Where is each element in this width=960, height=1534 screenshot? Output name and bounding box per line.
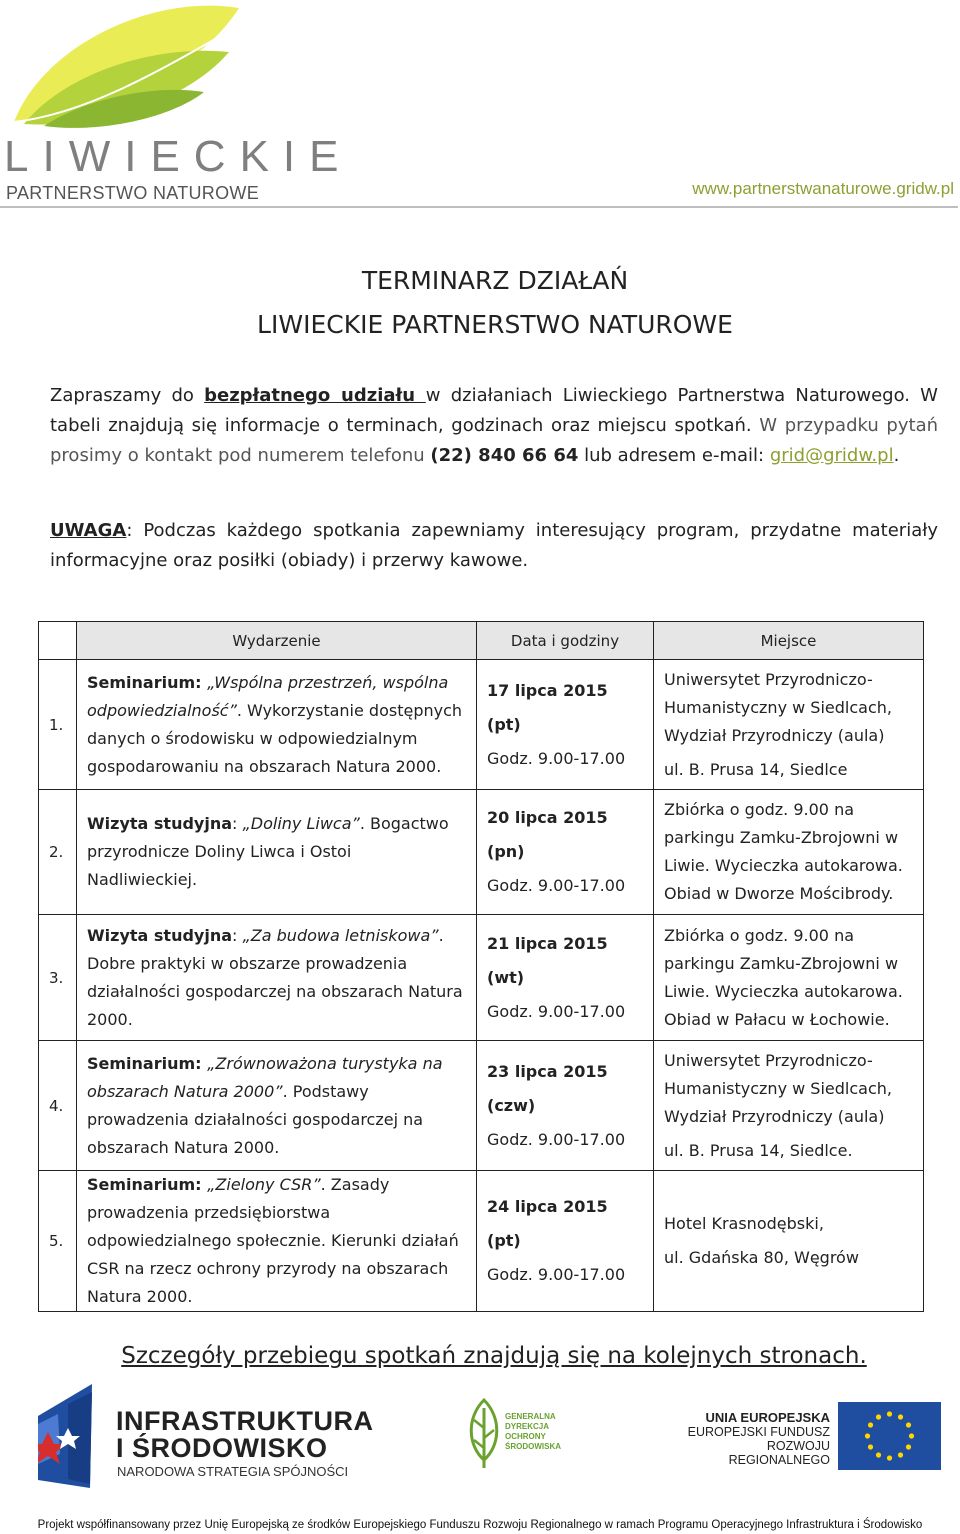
eu-text-block <box>662 1410 830 1467</box>
page-title-line1: TERMINARZ DZIAŁAŃ <box>361 266 629 295</box>
event-cell <box>77 660 477 790</box>
event-type: Seminarium: <box>87 1053 208 1073</box>
event-place: Zbiórka o godz. 9.00 na parkingu Zamku-Zbrojowni w Liwie. Wycieczka autokarowa. Obiad w Pałacu w Łochowie. <box>664 925 903 1029</box>
event-hours: Godz. 9.00-17.00 <box>487 876 626 895</box>
date-cell <box>477 790 654 915</box>
table-row <box>39 1041 924 1171</box>
intro-text-5: . <box>893 445 900 466</box>
row-number: 2. <box>39 790 77 915</box>
website-link[interactable]: www.partnerstwanaturowe.gridw.pl <box>692 179 954 198</box>
infrastruktura-title-2: I ŚRODOWISKO <box>116 1433 328 1463</box>
note-text: : Podczas każdego spotkania zapewniamy interesujący program, przydatne materiały informacyjne oraz posiłki (obiady) i przerwy kawowe. <box>50 520 938 571</box>
event-cell: Wizyta studyjna: „Za budowa letniskowa”. Dobre praktyki w obszarze prowadzenia działalności gospodarczej na obszarach Natura 2000. <box>77 915 477 1041</box>
place-cell <box>654 660 924 790</box>
event-cell <box>77 1041 477 1171</box>
date-cell <box>477 660 654 790</box>
event-address: ul. B. Prusa 14, Siedlce. <box>664 1140 853 1160</box>
event-hours: Godz. 9.00-17.00 <box>487 1129 626 1149</box>
date-cell <box>477 1041 654 1171</box>
infrastruktura-logo-icon <box>38 1384 113 1488</box>
details-note: Szczegóły przebiegu spotkań znajdują się na kolejnych stronach. <box>121 1343 867 1369</box>
intro-paragraph <box>50 381 938 471</box>
header-date: Data i godziny <box>477 622 654 660</box>
eu-flag-icon <box>838 1402 941 1470</box>
event-type: Wizyta studyjna <box>87 814 233 833</box>
event-name: „Zrównoważona turystyka na obszarach Natura 2000” <box>87 1053 443 1101</box>
intro-bold: bezpłatnego udziału <box>204 385 426 406</box>
event-desc: . Podstawy prowadzenia działalności gospodarczej na obszarach Natura 2000. <box>87 1081 424 1157</box>
row-number: 5. <box>39 1171 77 1312</box>
event-name: „Za budowa letniskowa” <box>242 925 439 945</box>
event-name: „Wspólna przestrzeń, wspólna odpowiedzialność” <box>87 672 449 720</box>
intro-text-2: w działaniach Liwieckiego Partnerstwa Naturowego. W tabeli znajdują się informacje o terminach, godzinach oraz miejscu spotkań. <box>50 385 938 436</box>
event-place: Uniwersytet Przyrodniczo-Humanistyczny w Siedlcach, Wydział Przyrodniczy (aula) <box>664 669 892 745</box>
intro-text-4: lub adresem e-mail: <box>578 445 770 466</box>
header-num <box>39 622 77 660</box>
email-link[interactable]: grid@gridw.pl <box>769 445 894 466</box>
row-number: 4. <box>39 1041 77 1171</box>
place-cell <box>654 1041 924 1171</box>
eu-title: UNIA EUROPEJSKA <box>705 1410 830 1425</box>
header-event: Wydarzenie <box>77 622 477 660</box>
event-date: 23 lipca 2015 (czw) <box>487 1061 608 1115</box>
event-type: Seminarium: <box>87 1175 208 1194</box>
event-name: „Zielony CSR” <box>207 1175 321 1194</box>
event-place: Zbiórka o godz. 9.00 na parkingu Zamku-Zbrojowni w Liwie. Wycieczka autokarowa. Obiad w Dworze Mościbrody. <box>664 800 903 903</box>
date-cell <box>477 1171 654 1312</box>
table-row <box>39 1171 924 1312</box>
header-divider <box>0 206 958 208</box>
logo-title: LIWIECKIE <box>4 132 353 181</box>
event-date: 17 lipca 2015 (pt) <box>487 680 608 734</box>
event-cell <box>77 1171 477 1312</box>
row-number: 3. <box>39 915 77 1041</box>
intro-text-3: W przypadku pytań prosimy o kontakt pod numerem telefonu <box>50 415 939 466</box>
date-cell <box>477 915 654 1041</box>
place-cell <box>654 1171 924 1312</box>
table-row <box>39 915 924 1041</box>
table-header-row <box>39 622 924 660</box>
intro-phone: (22) 840 66 64 <box>430 445 579 466</box>
event-date: 20 lipca 2015 (pn) <box>487 808 608 861</box>
event-type: Seminarium: <box>87 672 208 692</box>
event-desc: . Dobre praktyki w obszarze prowadzenia działalności gospodarczej na obszarach Natura 2000. <box>87 925 463 1029</box>
infrastruktura-subtitle: NARODOWA STRATEGIA SPÓJNOŚCI <box>117 1464 349 1479</box>
table-row <box>39 660 924 790</box>
event-name: „Doliny Liwca” <box>242 814 360 833</box>
event-hours: Godz. 9.00-17.00 <box>487 1265 626 1284</box>
schedule-table <box>38 621 924 1312</box>
eu-fund-2: ROZWOJU REGIONALNEGO <box>728 1439 830 1467</box>
header-place: Miejsce <box>654 622 924 660</box>
row-number: 1. <box>39 660 77 790</box>
event-type: Wizyta studyjna <box>87 925 233 945</box>
note-paragraph <box>50 516 938 576</box>
place-cell <box>654 915 924 1041</box>
gdos-leaf-icon <box>466 1398 502 1470</box>
event-desc: . Bogactwo przyrodnicze Doliny Liwca i Ostoi Nadliwieckiej. <box>87 814 449 889</box>
event-place: Hotel Krasnodębski, <box>664 1214 824 1233</box>
cofinancing-note: Projekt współfinansowany przez Unię Europejską ze środków Europejskiego Funduszu Rozwoju Regionalnego w ramach Programu Operacyjnego Infrastruktura i Środowisko <box>37 1519 923 1531</box>
event-desc: . Wykorzystanie dostępnych danych o środowisku w odpowiedzialnym gospodarowaniu na obszarach Natura 2000. <box>87 700 463 776</box>
logo-subtitle: PARTNERSTWO NATUROWE <box>6 183 259 203</box>
page-title-line2: LIWIECKIE PARTNERSTWO NATUROWE <box>257 310 733 339</box>
infrastruktura-title-1: INFRASTRUKTURA <box>116 1406 374 1436</box>
event-desc: . Zasady prowadzenia przedsiębiorstwa odpowiedzialnego społecznie. Kierunki działań CSR na rzecz ochrony przyrody na obszarach Natura 2000. <box>87 1175 459 1306</box>
table-row <box>39 790 924 915</box>
event-address: ul. Gdańska 80, Węgrów <box>664 1248 859 1267</box>
event-hours: Godz. 9.00-17.00 <box>487 1001 626 1021</box>
place-cell <box>654 790 924 915</box>
eu-fund: EUROPEJSKI FUNDUSZ <box>687 1425 830 1439</box>
event-hours: Godz. 9.00-17.00 <box>487 748 626 768</box>
event-date: 21 lipca 2015 (wt) <box>487 933 608 987</box>
event-date: 24 lipca 2015 (pt) <box>487 1197 608 1250</box>
intro-text-1: Zapraszamy do <box>50 385 205 406</box>
event-address: ul. B. Prusa 14, Siedlce <box>664 759 848 779</box>
event-cell: Wizyta studyjna: „Doliny Liwca”. Bogactwo przyrodnicze Doliny Liwca i Ostoi Nadliwieckiej. <box>77 790 477 915</box>
note-label: UWAGA <box>50 520 127 541</box>
event-place: Uniwersytet Przyrodniczo-Humanistyczny w Siedlcach, Wydział Przyrodniczy (aula) <box>664 1050 892 1126</box>
gdos-label: GENERALNA DYREKCJA OCHRONY ŚRODOWISKA <box>505 1412 561 1451</box>
